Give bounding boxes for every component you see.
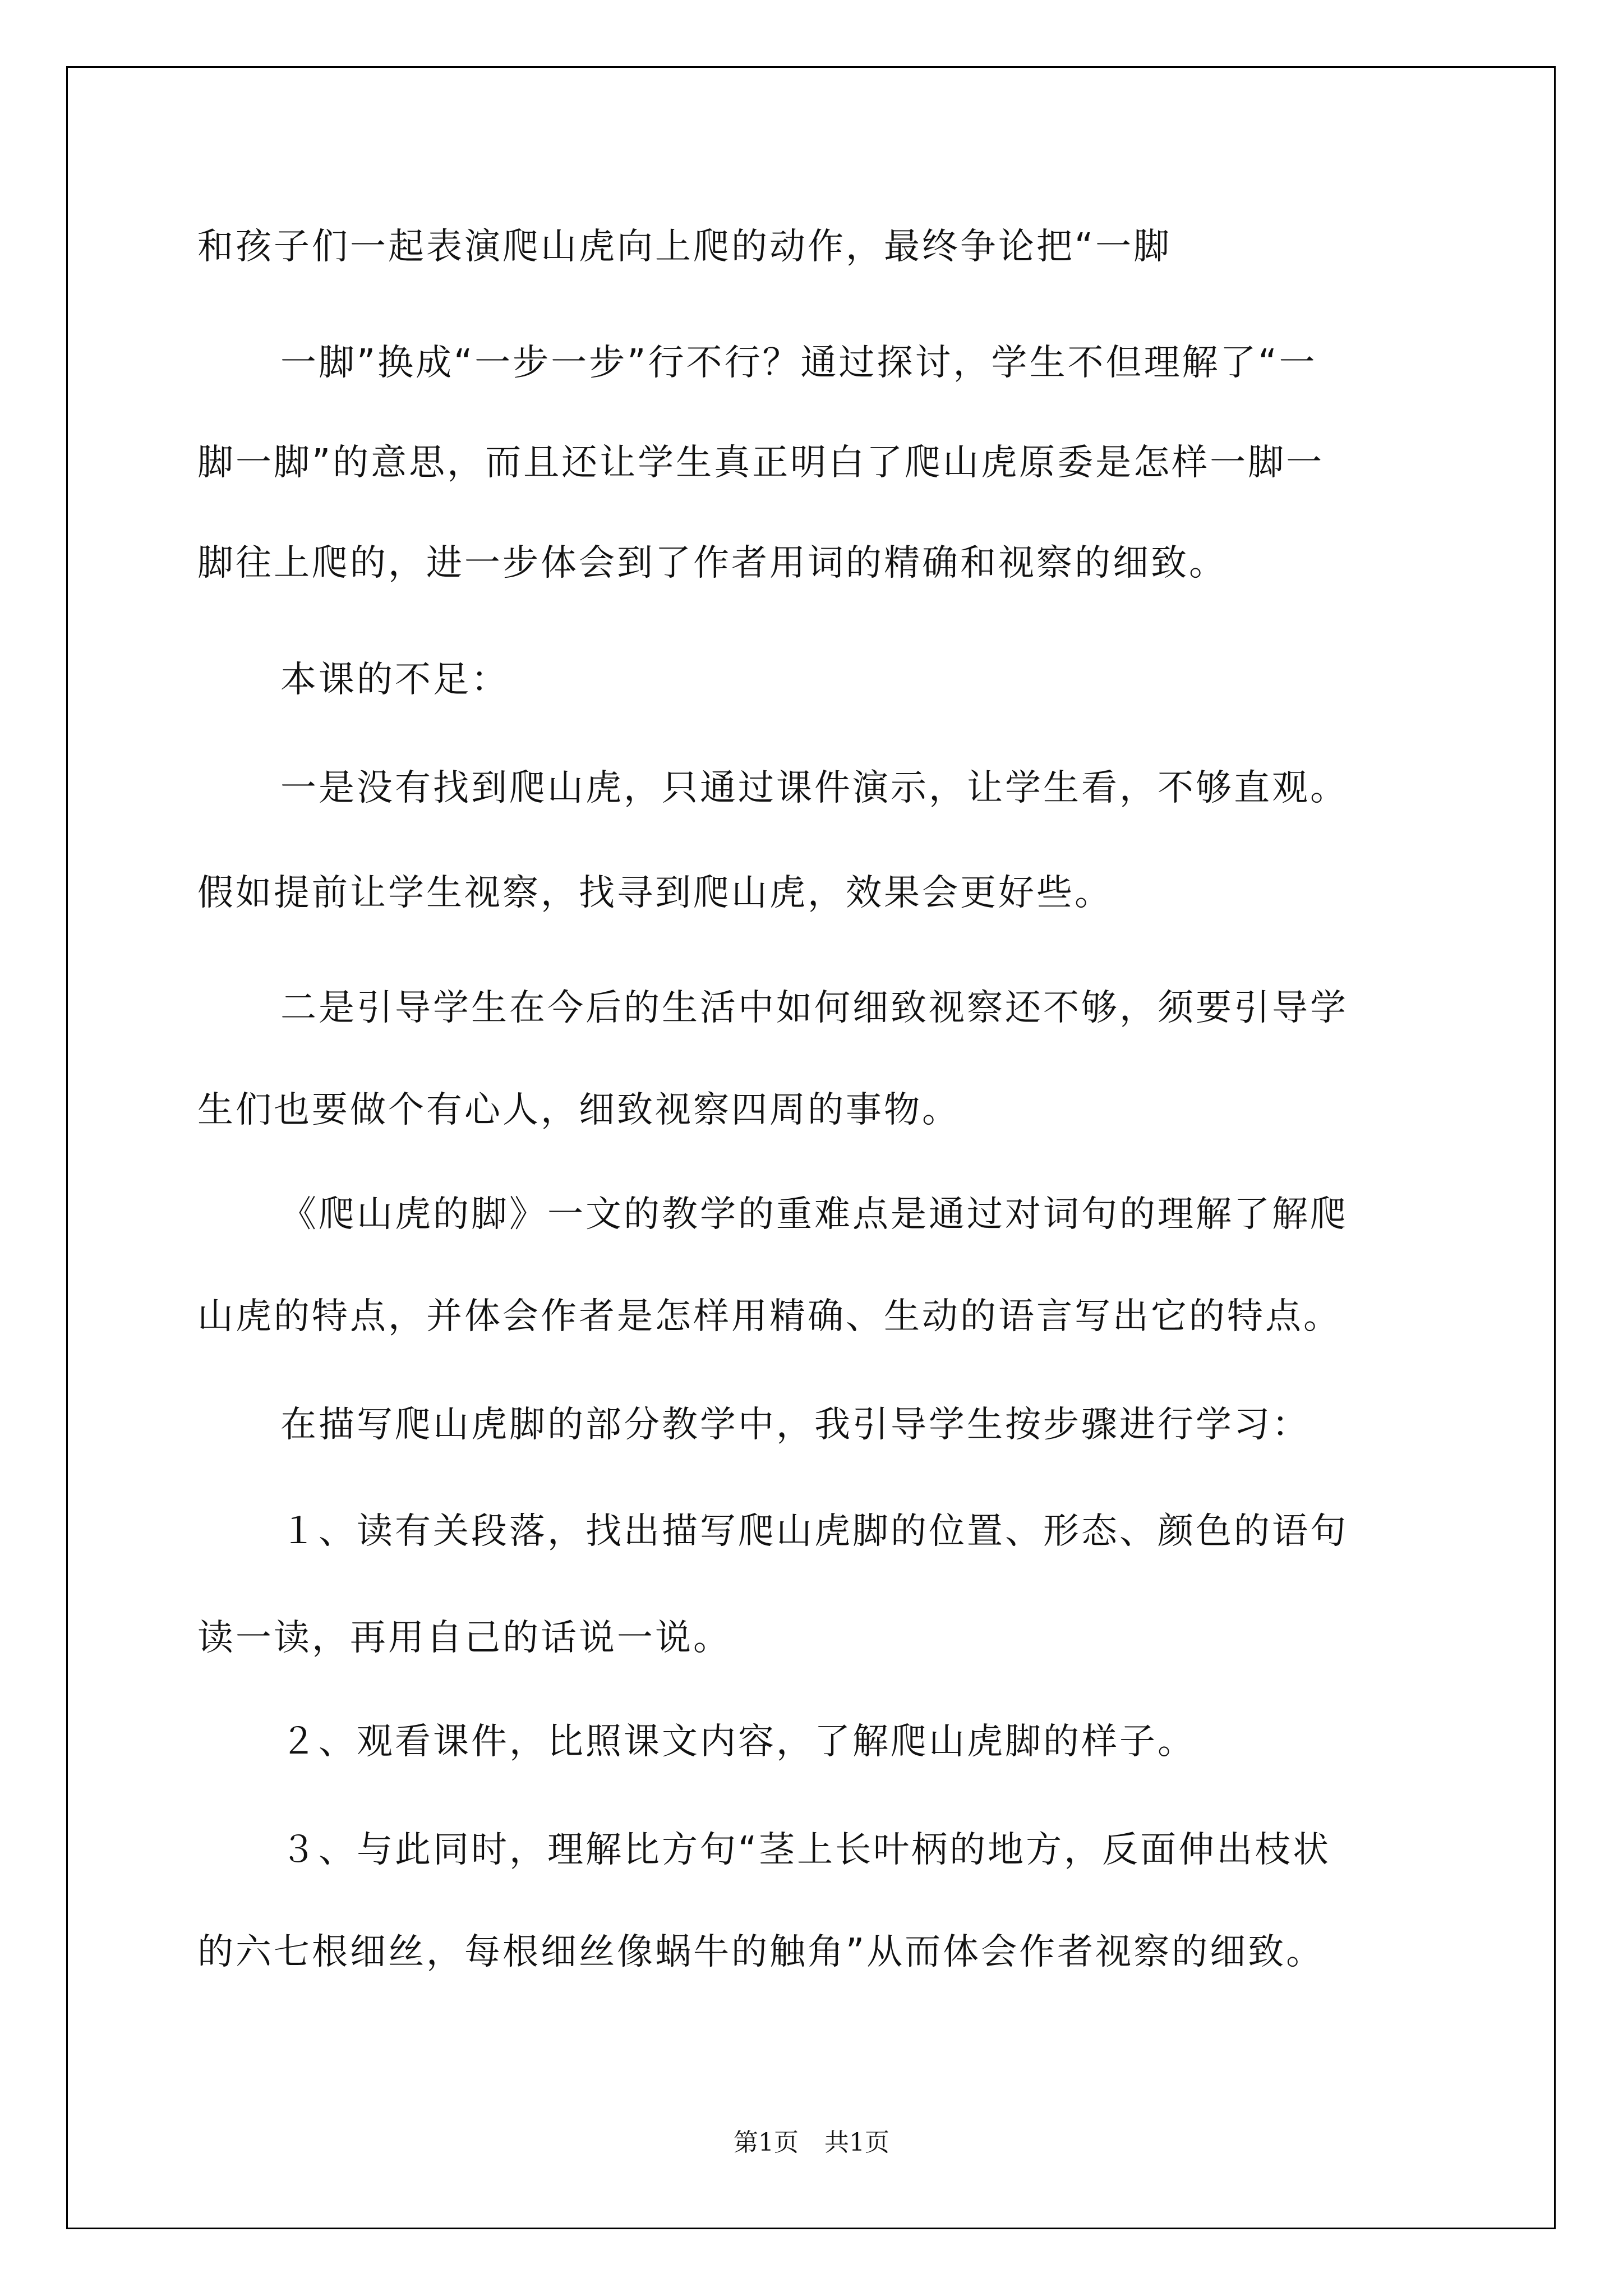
page-number: 第1页 (734, 2128, 799, 2157)
text-line: 本课的不足： (280, 659, 509, 701)
page-footer (0, 2126, 1623, 2160)
text-line: 一脚”换成“一步一步”行不行？通过探讨，学生不但理解了“一 (280, 342, 1317, 384)
page-border (66, 66, 1556, 2229)
text-line: 和孩子们一起表演爬山虎向上爬的动作，最终争论把“一脚 (197, 226, 1172, 268)
text-line: 二是引导学生在今后的生活中如何细致视察还不够，须要引导学 (280, 987, 1348, 1029)
text-line: 读一读，再用自己的话说一说。 (197, 1617, 731, 1659)
text-line: 在描写爬山虎脚的部分教学中，我引导学生按步骤进行学习： (280, 1404, 1310, 1446)
text-line: 《爬山虎的脚》一文的教学的重难点是通过对词句的理解了解爬 (280, 1194, 1348, 1235)
text-line: 假如提前让学生视察，找寻到爬山虎，效果会更好些。 (197, 872, 1113, 914)
text-line: 山虎的特点，并体会作者是怎样用精确、生动的语言写出它的特点。 (197, 1296, 1341, 1337)
page-total: 共1页 (824, 2128, 889, 2157)
text-line: 的六七根细丝，每根细丝像蜗牛的触角”从而体会作者视察的细致。 (197, 1931, 1325, 1973)
text-line: １、读有关段落，找出描写爬山虎脚的位置、形态、颜色的语句 (280, 1511, 1348, 1552)
text-line: 生们也要做个有心人，细致视察四周的事物。 (197, 1089, 960, 1131)
text-line: 脚一脚”的意思，而且还让学生真正明白了爬山虎原委是怎样一脚一 (197, 442, 1325, 484)
text-line: 一是没有找到爬山虎，只通过课件演示，让学生看，不够直观。 (280, 767, 1348, 809)
text-line: ３、与此同时，理解比方句“茎上长叶柄的地方，反面伸出枝状 (280, 1829, 1331, 1871)
text-line: 脚往上爬的，进一步体会到了作者用词的精确和视察的细致。 (197, 542, 1227, 584)
text-line: ２、观看课件，比照课文内容，了解爬山虎脚的样子。 (280, 1721, 1196, 1763)
